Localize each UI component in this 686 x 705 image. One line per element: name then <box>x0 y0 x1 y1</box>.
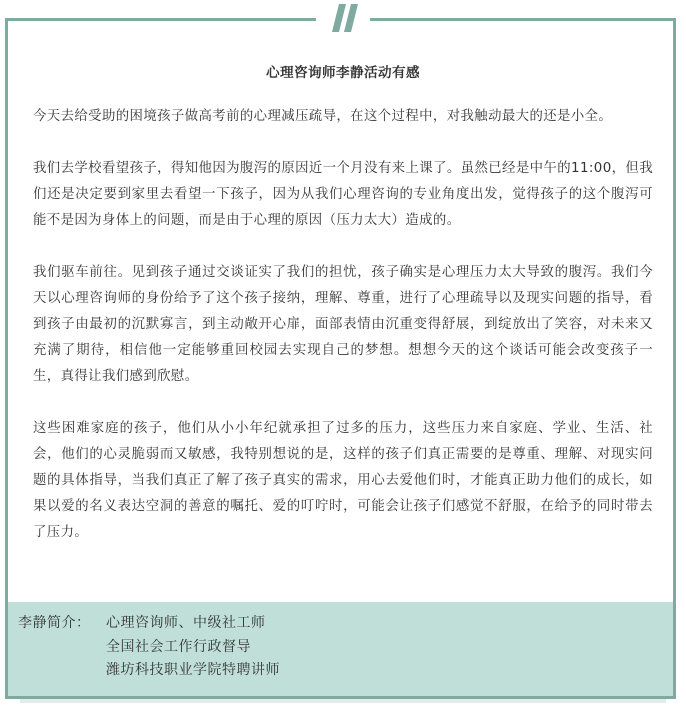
bio-line: 心理咨询师、中级社工师 <box>106 615 266 631</box>
bio-label-spacer <box>18 636 106 660</box>
author-bio-box <box>8 602 673 696</box>
bio-row <box>18 659 673 683</box>
article-paragraph: 这些困难家庭的孩子，他们从小小年纪就承担了过多的压力，这些压力来自家庭、学业、生活、社会，他们的心灵脆弱而又敏感，我特别想说的是，这样的孩子们真正需要的是尊重、理解、对现实问题的具体指导，当我们真正了解了孩子真实的需求，用心去爱他们时，才能真正助力他们的成长，如果以爱的名义表达空洞的善意的嘱托、爱的叮咛时，可能会让孩子们感觉不舒服，在给予的同时带去了压力。 <box>33 421 653 540</box>
bio-row <box>18 612 673 636</box>
bio-line: 潍坊科技职业学院特聘讲师 <box>106 662 280 678</box>
article-paragraph: 今天去给受助的困境孩子做高考前的心理减压疏导，在这个过程中，对我触动最大的还是小全。 <box>33 109 613 124</box>
article-title: 心理咨询师李静活动有感 <box>266 65 420 81</box>
article-body <box>33 60 653 572</box>
bio-line: 全国社会工作行政督导 <box>106 638 251 655</box>
article-paragraph: 我们去学校看望孩子，得知他因为腹泻的原因近一个月没有来上课了。虽然已经是中午的11:00，但我们还是决定要到家里去看望一下孩子，因为从我们心理咨询的专业角度出发，觉得孩子的这个腹泻可能不是因为身体上的问题，而是由于心理的原因（压力太大）造成的。 <box>33 161 653 228</box>
bio-label: 李静简介： <box>18 615 91 631</box>
frame-bottom-shadow <box>20 699 666 703</box>
article-paragraph: 我们驱车前往。见到孩子通过交谈证实了我们的担忧，孩子确实是心理压力太大导致的腹泻。我们今天以心理咨询师的身份给予了这个孩子接纳，理解、尊重，进行了心理疏导以及现实问题的指导，看到孩子由最初的沉默寡言，到主动敞开心扉，面部表情由沉重变得舒展，到绽放出了笑容，对未来又充满了期待，相信他一定能够重回校园去实现自己的梦想。想想今天的这个谈话可能会改变孩子一生，真得让我们感到欣慰。 <box>33 265 653 384</box>
double-quote-icon <box>326 2 362 34</box>
bio-row <box>18 636 673 660</box>
bio-label-spacer <box>18 659 106 683</box>
